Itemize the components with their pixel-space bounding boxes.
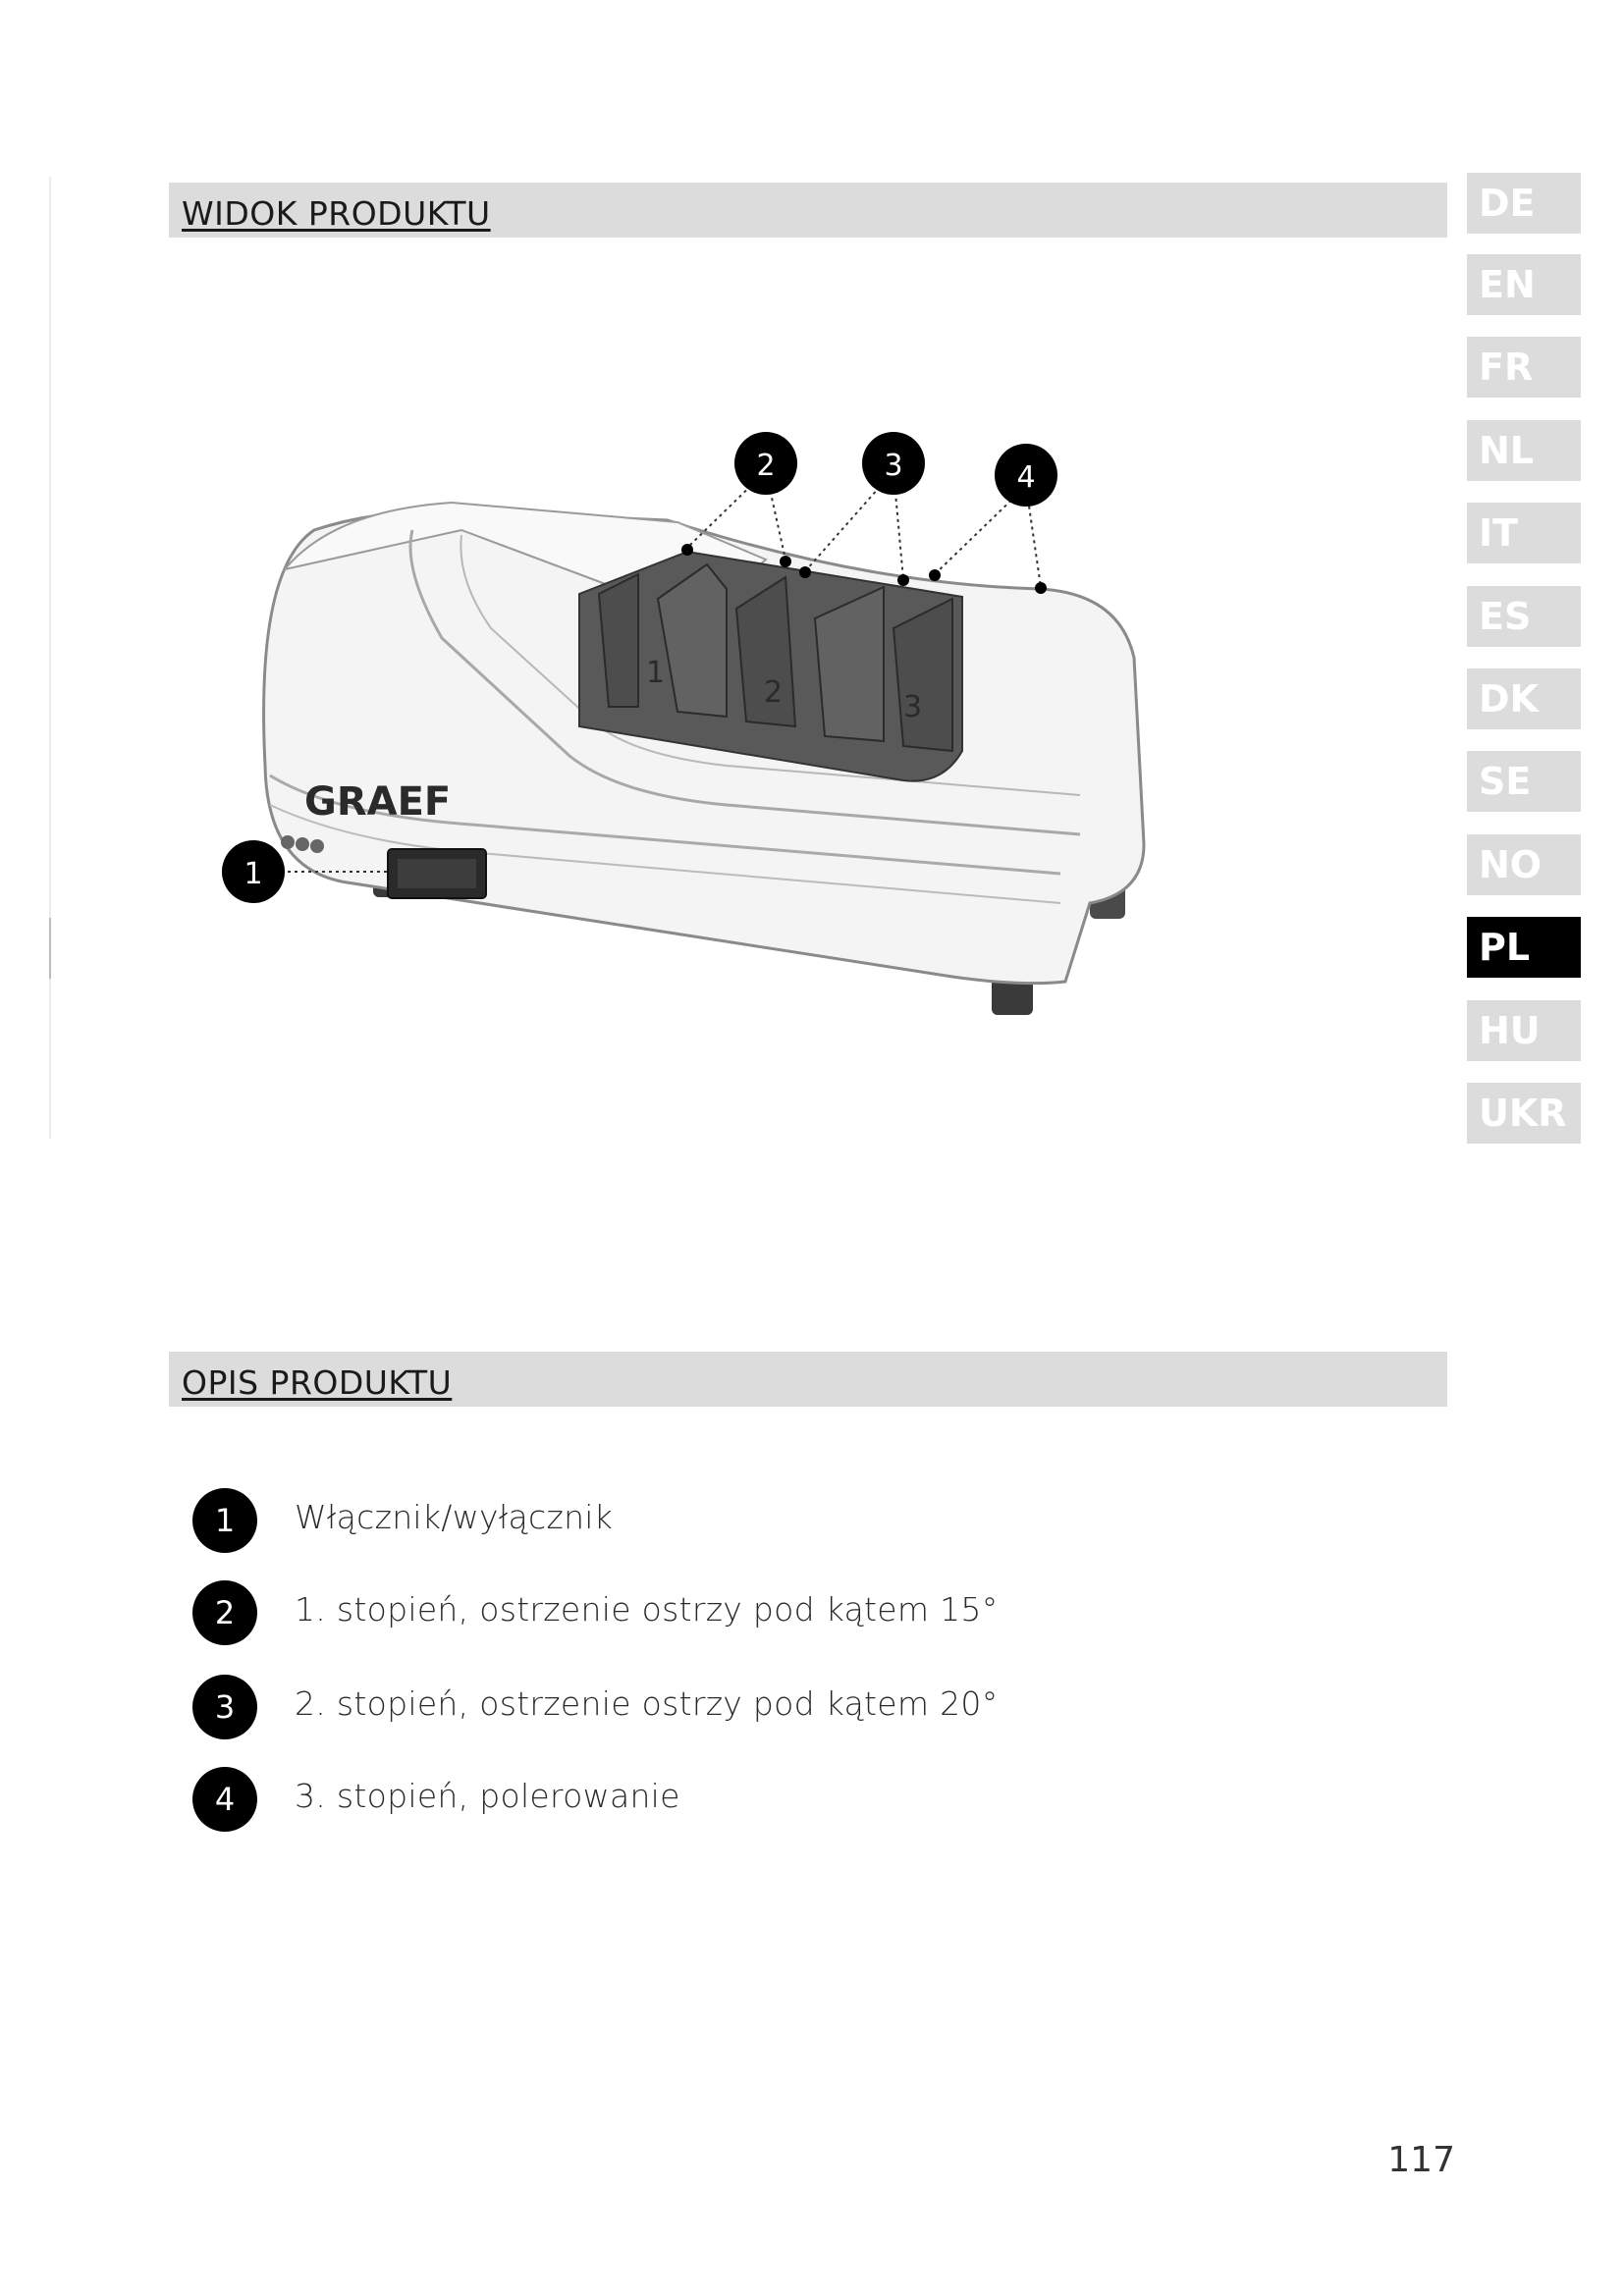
brand-logo: GRAEF [304, 779, 452, 825]
callout-label: 1 [244, 857, 263, 891]
led-dot [296, 837, 309, 851]
language-tab-pl[interactable]: PL [1467, 917, 1581, 978]
slot-number-2: 2 [764, 675, 784, 710]
number-badge: 4 [192, 1767, 257, 1832]
callout-label: 4 [1016, 460, 1036, 495]
section-bar-product-description [169, 1352, 1447, 1407]
power-switch-face [398, 859, 476, 888]
language-tab-it[interactable]: IT [1467, 503, 1581, 563]
section-bar-product-view [169, 183, 1447, 238]
callout-label: 3 [884, 449, 903, 483]
language-tab-hu[interactable]: HU [1467, 1000, 1581, 1061]
language-tab-nl[interactable]: NL [1467, 420, 1581, 481]
description-item [192, 1675, 1076, 1743]
callout-badge-1 [222, 840, 285, 903]
slot-number-1: 1 [646, 656, 666, 690]
margin-line [49, 177, 51, 1139]
language-tab-en[interactable]: EN [1467, 254, 1581, 315]
page-number: 117 [1387, 2140, 1455, 2180]
section-title-product-description: OPIS PRODUKTU [182, 1363, 453, 1402]
margin-line-dark [49, 918, 51, 979]
callout-badge-2 [734, 432, 797, 495]
led-dot [310, 839, 324, 853]
language-tab-de[interactable]: DE [1467, 173, 1581, 234]
slot-number-3: 3 [903, 690, 923, 724]
number-badge: 1 [192, 1488, 257, 1553]
description-text: 1. stopień, ostrzenie ostrzy pod kątem 15° [295, 1590, 999, 1629]
product-illustration [177, 412, 1178, 1041]
language-tab-dk[interactable]: DK [1467, 668, 1581, 729]
description-item [192, 1580, 1076, 1649]
description-text: 3. stopień, polerowanie [295, 1777, 680, 1815]
callout-badge-3 [862, 432, 925, 495]
description-text: 2. stopień, ostrzenie ostrzy pod kątem 20° [295, 1684, 999, 1723]
language-tab-se[interactable]: SE [1467, 751, 1581, 812]
language-tab-fr[interactable]: FR [1467, 337, 1581, 398]
description-item [192, 1488, 1076, 1557]
description-text: Włącznik/wyłącznik [295, 1498, 614, 1536]
description-item [192, 1767, 1076, 1836]
callout-label: 2 [756, 449, 776, 483]
language-tab-es[interactable]: ES [1467, 586, 1581, 647]
led-dot [281, 835, 295, 849]
language-tab-ukr[interactable]: UKR [1467, 1083, 1581, 1144]
number-badge: 3 [192, 1675, 257, 1739]
section-title-product-view: WIDOK PRODUKTU [182, 194, 491, 233]
language-tab-no[interactable]: NO [1467, 834, 1581, 895]
number-badge: 2 [192, 1580, 257, 1645]
callout-badge-4 [995, 444, 1057, 507]
